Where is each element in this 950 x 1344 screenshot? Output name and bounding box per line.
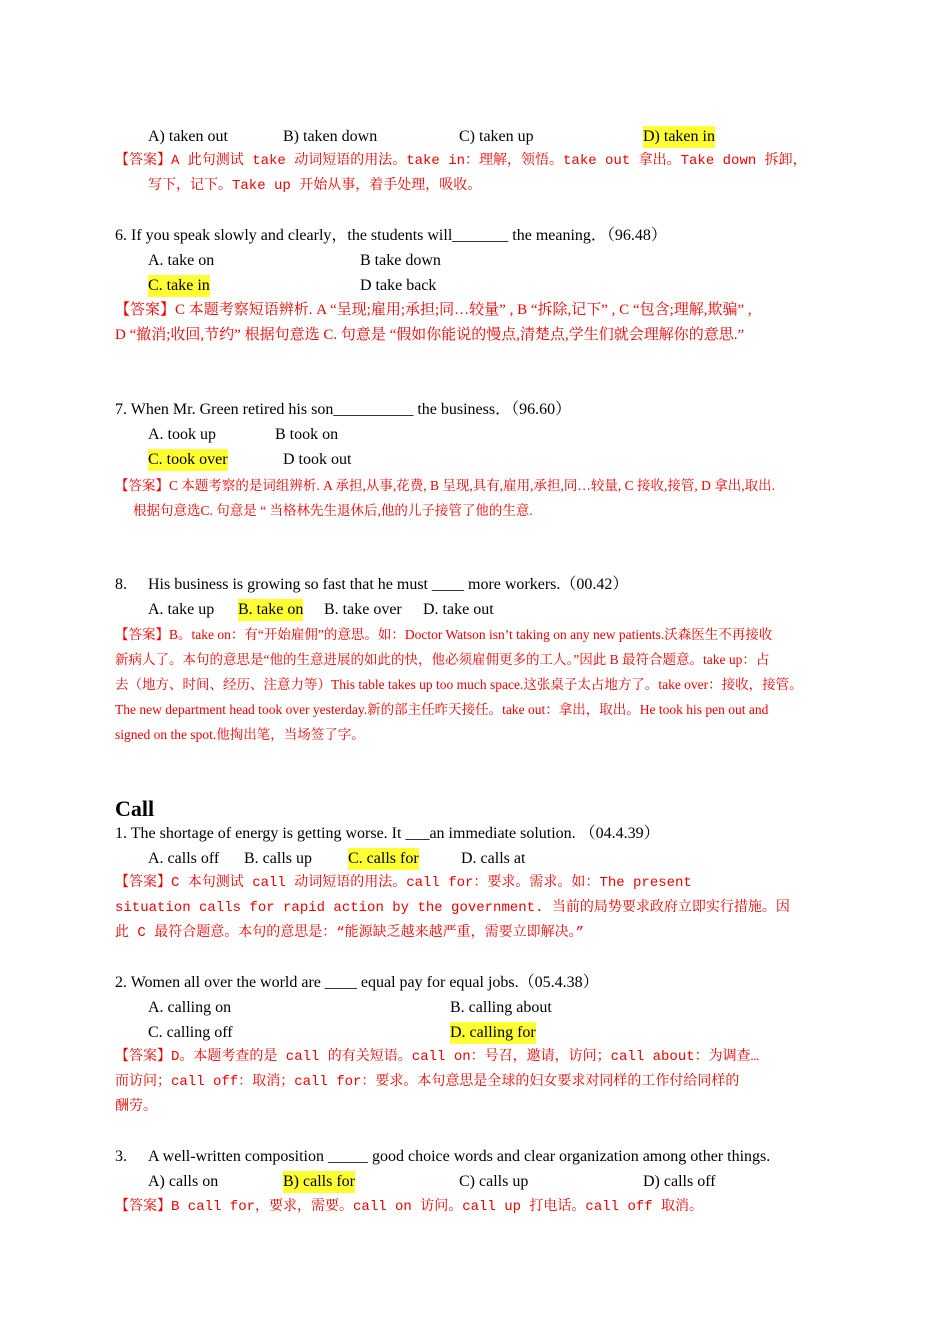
c2-answer: [115, 1045, 875, 1120]
section-title: Call: [115, 796, 155, 821]
option-b: B took on: [275, 426, 339, 443]
q8-question: His business is growing so fast that he must ____ more workers.（00.42）: [148, 576, 629, 593]
option-d-correct: D. calling for: [450, 1022, 536, 1044]
answer-line: 【答案】D。本题考查的是 call 的有关短语。call on：号召，邀请，访问；call about：为调查…: [115, 1049, 760, 1065]
c3-question: A well-written composition _____ good choice words and clear organization among other things.: [148, 1148, 771, 1165]
answer-line: 去（地方、时间、经历、注意力等）This table takes up too much space.这张桌子太占地方了。take over：接收，接管。: [115, 677, 803, 692]
answer-line: signed on the spot.他掏出笔，当场签了字。: [115, 727, 365, 742]
option-b-correct: B. take on: [238, 599, 303, 621]
c1-question: 1. The shortage of energy is getting worse. It ___an immediate solution. （04.4.39）: [115, 825, 660, 842]
option-b: B. calling about: [450, 999, 552, 1016]
option-d: D) calls off: [643, 1173, 716, 1190]
c1-answer: [115, 871, 875, 946]
option-a: A. take up: [148, 601, 215, 618]
option-a: A. take on: [148, 252, 215, 269]
q7-question: 7. When Mr. Green retired his son__________ the business．（96.60）: [115, 401, 572, 418]
answer-line: 酬劳。: [115, 1099, 157, 1115]
answer-line: 【答案】A 此句测试 take 动词短语的用法。take in：理解，领悟。take out 拿出。Take down 拆卸，: [115, 153, 807, 169]
answer-line: 【答案】C 本句测试 call 动词短语的用法。call for：要求。需求。如：The present: [115, 875, 692, 891]
option-c: C. calling off: [148, 1024, 233, 1041]
answer-line: 此 C 最符合题意。本句的意思是：“能源缺乏越来越严重，需要立即解决。”: [115, 925, 585, 941]
option-d: D took out: [283, 451, 352, 468]
option-c: C) taken up: [459, 128, 534, 145]
q5-answer: [115, 149, 875, 199]
c3-number: 3.: [115, 1148, 127, 1165]
c2-question: 2. Women all over the world are ____ equal pay for equal jobs.（05.4.38）: [115, 974, 599, 991]
answer-line: 【答案】C 本题考察的是词组辨析. A 承担,从事,花费, B 呈现,具有,雇用,承担,同…较量, C 接收,接管, D 拿出,取出.: [115, 478, 776, 493]
option-a: A. took up: [148, 426, 216, 443]
answer-line: situation calls for rapid action by the government. 当前的局势要求政府立即实行措施。因: [115, 900, 790, 916]
q7-answer: [115, 473, 875, 523]
option-d: D take back: [360, 277, 437, 294]
answer-line: 写下，记下。Take up 开始从事，着手处理，吸收。: [148, 178, 482, 194]
answer-line: 【答案】C 本题考察短语辨析. A “呈现;雇用;承担;同…较量” , B “拆除,记下” , C “包含;理解,欺骗” ,: [115, 302, 752, 318]
c3-answer: [115, 1195, 875, 1220]
option-b: B. calls up: [244, 850, 312, 867]
q6-question: 6. If you speak slowly and clearly，the students will_______ the meaning．（96.48）: [115, 227, 667, 244]
answer-line: 新病人了。本句的意思是“他的生意进展的如此的快，他必须雇佣更多的工人。”因此 B 最符合题意。take up：占: [115, 652, 770, 667]
answer-line: 而访问；call off：取消；call for：要求。本句意思是全球的妇女要求对同样的工作付给同样的: [115, 1074, 740, 1090]
answer-line: 根据句意选C. 句意是 “ 当格林先生退休后,他的儿子接管了他的生意.: [133, 503, 533, 518]
option-b: B take down: [360, 252, 441, 269]
option-a: A. calls off: [148, 850, 220, 867]
option-c-correct: C. calls for: [348, 848, 419, 870]
q6-answer: [115, 298, 875, 348]
option-a: A) calls on: [148, 1173, 219, 1190]
option-c-correct: C. took over: [148, 449, 228, 471]
option-d-correct: D) taken in: [643, 126, 715, 148]
q8-number: 8.: [115, 576, 127, 593]
answer-line: D “撤消;收回,节约” 根据句意选 C. 句意是 “假如你能说的慢点,清楚点,学生们就会理解你的意思.”: [115, 327, 745, 343]
option-d: D. take out: [423, 601, 494, 618]
option-c-correct: C. take in: [148, 275, 210, 297]
option-c: B. take over: [324, 601, 402, 618]
option-b-correct: B) calls for: [283, 1171, 355, 1193]
option-c: C) calls up: [459, 1173, 529, 1190]
option-b: B) taken down: [283, 128, 378, 145]
option-d: D. calls at: [461, 850, 526, 867]
answer-line: The new department head took over yesterday.新的部主任昨天接任。take out：拿出，取出。He took his pen out and: [115, 702, 769, 717]
answer-line: 【答案】B call for，要求，需要。call on 访问。call up 打电话。call off 取消。: [115, 1199, 704, 1215]
option-a: A. calling on: [148, 999, 232, 1016]
option-a: A) taken out: [148, 128, 228, 145]
q8-answer: [115, 622, 875, 747]
answer-line: 【答案】B。take on：有“开始雇佣”的意思。如：Doctor Watson isn’t taking on any new patients.沃森医生不再接收: [115, 627, 773, 642]
